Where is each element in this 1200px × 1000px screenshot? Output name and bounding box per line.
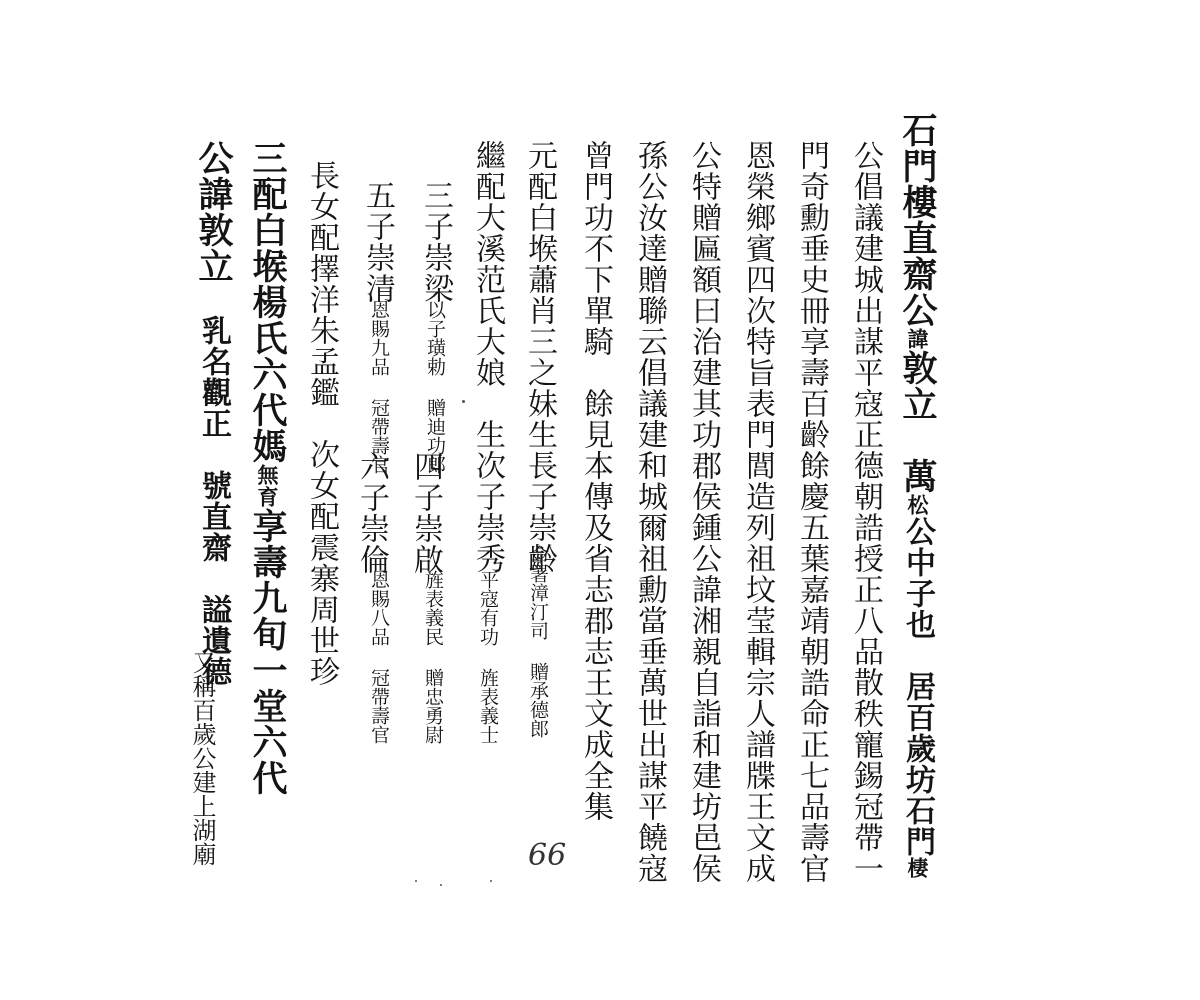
column-11-lead: 五子崇清	[360, 180, 395, 304]
column-3	[794, 140, 829, 884]
column-11-note2: 恩賜八品 冠帶壽官	[368, 570, 390, 744]
column-12	[304, 160, 339, 687]
column-11-note: 恩賜九品 冠帶壽官	[368, 300, 390, 474]
scan-speck	[462, 400, 465, 403]
column-1-main: 石門樓直齋公	[897, 112, 938, 328]
column-4	[740, 140, 775, 884]
column-4-text: 恩榮鄉賓四次特旨表門閭造列祖坟莹輯宗人譜牒王文成	[740, 140, 775, 884]
column-14-note: 又稱百歲公建上湖廟	[188, 650, 216, 866]
column-1-note: 諱	[905, 328, 930, 350]
page-number: 66	[528, 838, 567, 873]
column-6	[632, 140, 667, 884]
column-7-text: 曾門功不下單騎 餘見本傳及省志郡志王文成全集	[578, 140, 613, 822]
column-8-main: 元配白堠蕭肖三之妹	[522, 140, 557, 419]
scan-speck	[415, 880, 417, 882]
column-3-text: 門奇勳垂史冊享壽百齡餘慶五葉嘉靖朝誥命正七品壽官	[794, 140, 829, 884]
scan-speck	[440, 884, 442, 886]
column-2	[848, 140, 883, 884]
column-12-text: 長女配擇洋朱孟鑑 次女配震寨周世珍	[304, 160, 339, 687]
column-8-note: 命署漳汀司 贈承德郎	[527, 545, 549, 738]
column-9-rest: 生次子崇秀	[470, 388, 505, 574]
column-2-text: 公倡議建城出謀平寇正德朝誥授正八品散秩寵錫冠帶一	[848, 140, 883, 884]
column-10-lead: 三子崇梁	[418, 180, 453, 304]
column-11-rest: 六子崇倫	[354, 420, 389, 575]
column-5	[686, 140, 721, 884]
column-13-note: 無育	[255, 464, 280, 508]
scan-speck	[490, 880, 492, 882]
column-10-rest: 四子崇啟	[408, 420, 443, 575]
column-1-note2: 松	[905, 494, 930, 516]
column-14	[193, 140, 234, 687]
column-1-rest2: 公中子也 居百歲坊石門	[900, 516, 935, 857]
column-7	[578, 140, 613, 822]
column-8	[522, 140, 557, 574]
column-6-text: 孫公汝達贈聯云倡議建和城爾祖勳當垂萬世出謀平饒寇	[632, 140, 667, 884]
column-9-note: 平寇有功 旌表義士	[477, 570, 499, 744]
column-1-note3: 棲	[905, 857, 930, 879]
column-9-main: 繼配大溪范氏大娘	[470, 140, 505, 388]
column-14-main: 公諱敦立	[193, 140, 234, 284]
column-9	[470, 140, 505, 574]
column-10-note: 以子璜勅 贈迪功郎	[424, 300, 446, 474]
column-5-text: 公特贈匾額曰治建其功郡侯鍾公諱湘親自詣和建坊邑侯	[686, 140, 721, 884]
column-8-rest: 生長子崇齡	[522, 419, 557, 574]
column-13-main: 三配白堠楊氏六代媽	[247, 140, 288, 464]
column-10-note2: 旌表義民 贈忠勇尉	[422, 570, 444, 744]
column-13	[247, 140, 288, 796]
column-13-rest: 享壽九旬一堂六代	[247, 508, 288, 796]
column-1-rest: 敦立 萬	[897, 350, 938, 494]
column-14-rest: 乳名觀正 號直齋 謚遺德	[196, 284, 231, 687]
column-1	[897, 112, 938, 879]
